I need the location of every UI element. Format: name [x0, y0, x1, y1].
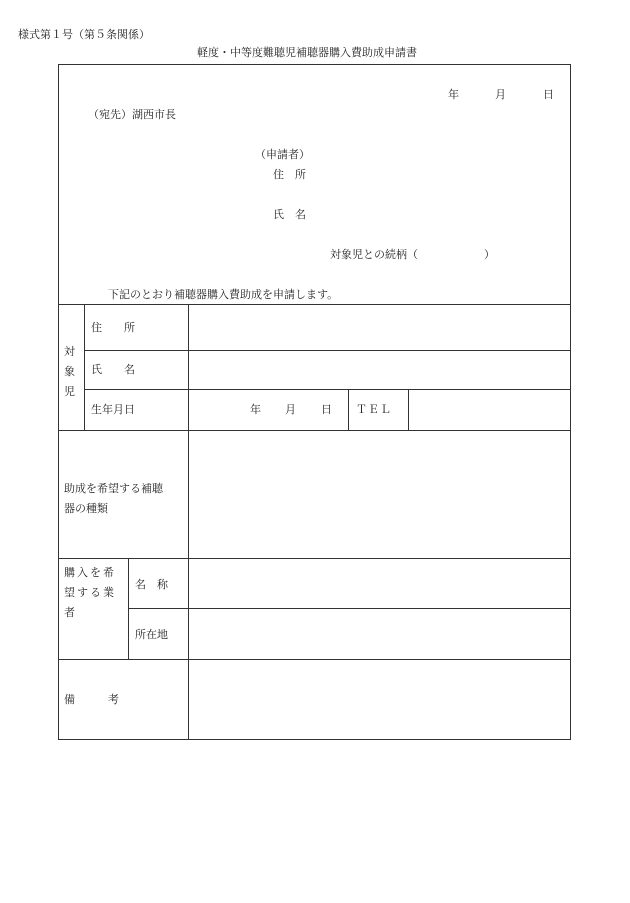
applicant-name-label: 氏 名 [273, 208, 306, 221]
child-name-field[interactable] [190, 352, 569, 388]
child-birthdate-label: 生年月日 [91, 403, 135, 416]
form-number: 様式第１号（第５条関係） [18, 28, 150, 41]
device-type-label: 助成を希望する補聴 器の種類 [64, 482, 163, 515]
date-month-label: 月 [495, 88, 506, 101]
tel-label: ＴＥＬ [356, 403, 392, 416]
remarks-field[interactable] [190, 661, 569, 738]
vendor-name-label: 名 称 [135, 578, 168, 591]
applicant-address-label: 住 所 [273, 168, 306, 181]
date-day-label: 日 [543, 88, 554, 101]
birthdate-month-label: 月 [285, 403, 296, 416]
application-statement: 下記のとおり補聴器購入費助成を申請します。 [108, 288, 339, 301]
form-title: 軽度・中等度難聴児補聴器購入費助成申請書 [197, 46, 417, 59]
device-type-field[interactable] [190, 432, 569, 557]
vendor-section-label: 購入を希 望する業 者 [64, 566, 116, 619]
child-address-field[interactable] [190, 306, 569, 349]
child-name-label: 氏 名 [91, 363, 135, 376]
birthdate-day-label: 日 [321, 403, 332, 416]
child-address-label: 住 所 [91, 321, 135, 334]
applicant-relation-label: 対象児との続柄（ ） [330, 248, 495, 261]
birthdate-year-label: 年 [250, 403, 261, 416]
vendor-location-field[interactable] [190, 610, 569, 658]
addressee: （宛先）湖西市長 [88, 108, 176, 121]
vendor-location-label: 所在地 [135, 628, 168, 641]
date-year-label: 年 [448, 88, 459, 101]
vendor-name-field[interactable] [190, 560, 569, 607]
applicant-heading: （申請者） [255, 148, 310, 161]
tel-field[interactable] [410, 391, 569, 429]
child-section-label: 対 象 児 [64, 345, 75, 398]
remarks-label: 備 考 [64, 693, 119, 706]
